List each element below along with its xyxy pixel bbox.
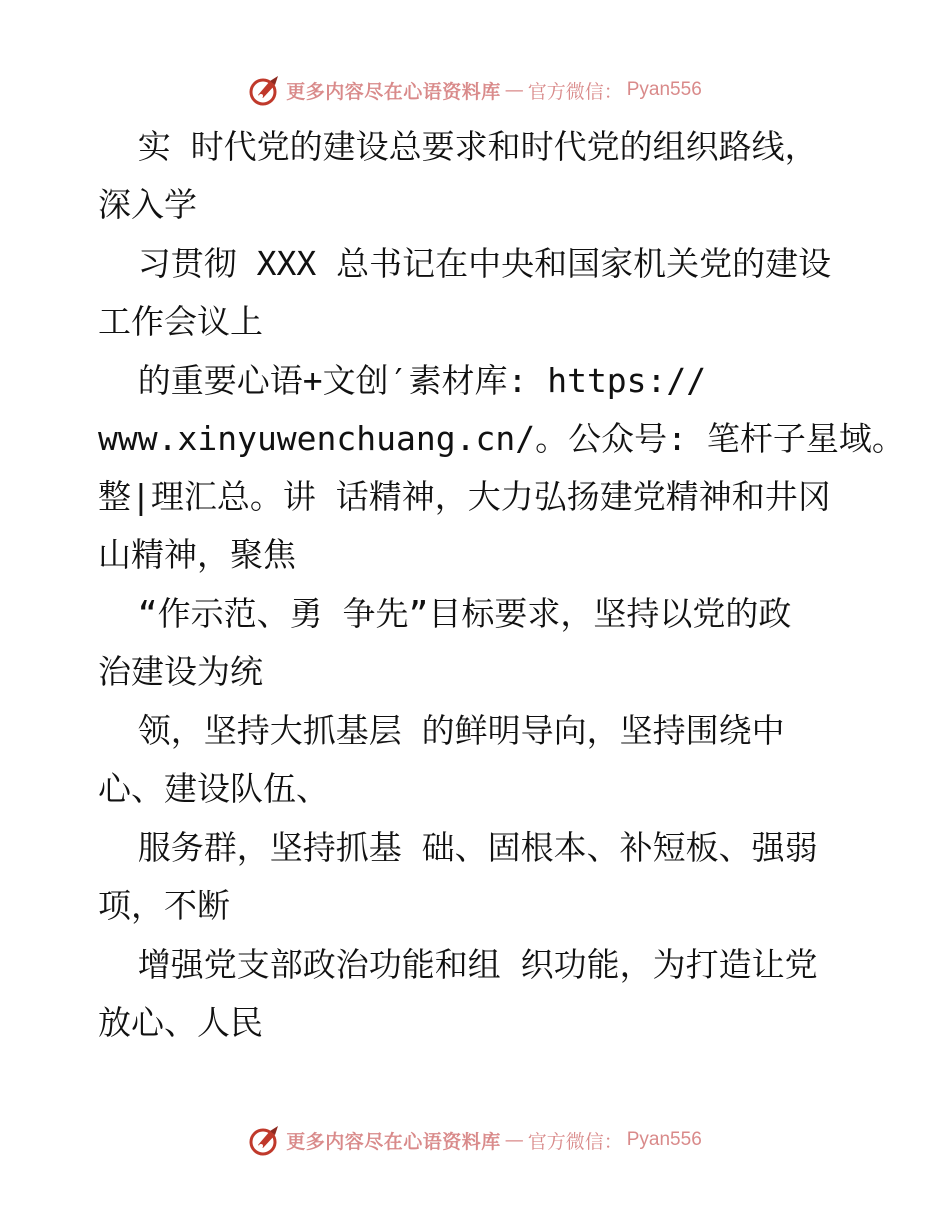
body-line: 的重要心语+文创′素材库: https://	[98, 361, 707, 400]
banner-wechat-id: Pyan556	[626, 79, 702, 100]
body-line: 领，坚持大抓基层 的鲜明导向，坚持围绕中	[98, 711, 785, 750]
footer-banner	[0, 1120, 950, 1160]
banner-wechat-label: 官方微信：	[527, 80, 623, 103]
body-line: 服务群，坚持抓基 础、固根本、补短板、强弱	[98, 828, 818, 867]
banner-main-text: 更多内容尽在心语资料库	[286, 1130, 501, 1153]
body-line: 整|理汇总。讲 话精神，大力弘扬建党精神和井冈	[98, 477, 831, 516]
body-line: 习贯彻 XXX 总书记在中央和国家机关党的建设	[98, 244, 832, 283]
banner-separator: —	[504, 1129, 524, 1151]
banner-separator: —	[504, 79, 524, 101]
banner-wechat-label: 官方微信：	[527, 1130, 623, 1153]
banner-wechat-id: Pyan556	[626, 1129, 702, 1150]
banner-main-text: 更多内容尽在心语资料库	[286, 80, 501, 103]
body-line: 治建设为统	[98, 652, 263, 691]
pen-nib-logo-icon	[248, 1123, 282, 1157]
body-line: “作示范、勇 争先”目标要求，坚持以党的政	[98, 594, 792, 633]
body-line: 工作会议上	[98, 302, 263, 341]
body-line: 项，不断	[98, 886, 230, 925]
body-line: 实 时代党的建设总要求和时代党的组织路线，	[98, 127, 818, 166]
body-line: 心、建设队伍、	[98, 769, 329, 808]
header-banner	[0, 70, 950, 110]
body-line: 深入学	[98, 185, 197, 224]
body-line: www.xinyuwenchuang.cn/。公众号: 笔杆子星域。	[98, 419, 905, 458]
body-line: 增强党支部政治功能和组 织功能，为打造让党	[98, 945, 818, 984]
pen-nib-logo-icon	[248, 73, 282, 107]
body-line: 放心、人民	[98, 1003, 263, 1042]
body-line: 山精神，聚焦	[98, 535, 296, 574]
